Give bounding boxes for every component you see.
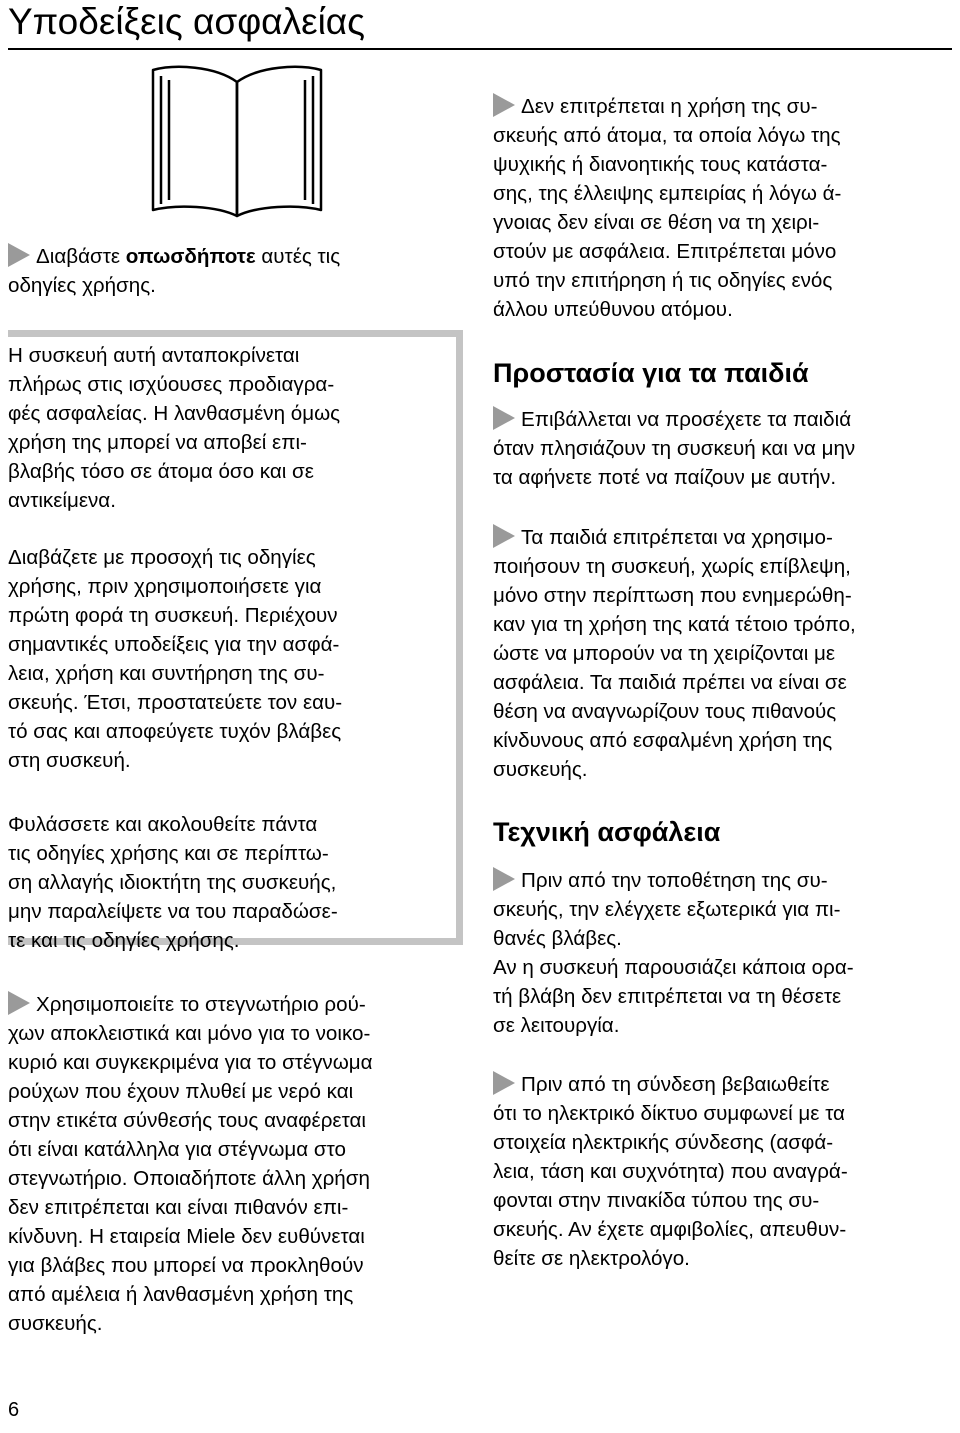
triangle-bullet-icon bbox=[493, 406, 515, 430]
inspection-paragraph: Πριν από την τοποθέτηση της συ- σκευής, την ελέγχετε εξωτερικά για πι- θανές βλάβες. Αν η συσκευή παρουσιάζει κάποια ορα- τή βλάβη δεν επιτρέπεται να τη θέσετε σε λειτουργία. bbox=[493, 869, 854, 1037]
triangle-bullet-icon bbox=[493, 524, 515, 548]
intended-use-paragraph: Χρησιμοποιείτε το στεγνωτήριο ρού- χων αποκλειστικά και μόνο για το νοικο- κυριό και συγκεκριμένα για το στέγνωμα ρούχων που έχουν πλυθεί με νερό και στην ετικέτα σύνθεσής τους αναφέρεται ότι είναι κατάλληλα για στέγνωμα στο στεγνωτήριο. Οποιαδήποτε άλλη χρήση δεν επιτρέπεται και είναι πιθανόν επι- κίνδυνη. Η εταιρεία Miele δεν ευθύνεται για βλάβες που μπορεί να προκληθούν από αμέλεια ή λανθασμένη χρήση της συσκευής. bbox=[8, 993, 373, 1335]
title-divider bbox=[8, 48, 952, 50]
compliance-paragraph: Η συσκευή αυτή ανταποκρίνεται πλήρως στις ισχύουσες προδιαγρα- φές ασφαλείας. Η λανθασμένη όμως χρήση της μπορεί να αποβεί επι- βλαβής τόσο σε άτομα όσο και σε αντικείμενα. bbox=[8, 344, 341, 512]
keep-instructions-paragraph: Φυλάσσετε και ακολουθείτε πάντα τις οδηγίες χρήσης και σε περίπτω- ση αλλαγής ιδιοκτήτη της συσκευής, μην παραλείψετε να του παραδώσε- τε και τις οδηγίες χρήσης. bbox=[8, 813, 338, 952]
triangle-bullet-icon bbox=[8, 243, 30, 267]
open-book-icon bbox=[147, 60, 327, 220]
page-title: Υποδείξεις ασφαλείας bbox=[8, 1, 366, 42]
triangle-bullet-icon bbox=[493, 93, 515, 117]
children-heading: Προστασία για τα παιδιά bbox=[493, 358, 809, 388]
intro-paragraph: Διαβάστε οπωσδήποτε αυτές τις οδηγίες χρήσης. bbox=[8, 245, 341, 297]
triangle-bullet-icon bbox=[8, 991, 30, 1015]
page-number: 6 bbox=[8, 1399, 20, 1421]
children-supervision-paragraph: Επιβάλλεται να προσέχετε τα παιδιά όταν πλησιάζουν τη συσκευή και να μην τα αφήνετε ποτέ να παίζουν με αυτήν. bbox=[493, 408, 856, 489]
electrical-connection-paragraph: Πριν από τη σύνδεση βεβαιωθείτε ότι το ηλεκτρικό δίκτυο συμφωνεί με τα στοιχεία ηλεκτρικής σύνδεσης (ασφά- λεια, τάση και συχνότητα) που αναγρά- φονται στην πινακίδα τύπου της συ- σκευής. Αν έχετε αμφιβολίες, απευθυν- θείτε σε ηλεκτρολόγο. bbox=[493, 1073, 848, 1270]
technical-safety-heading: Τεχνική ασφάλεια bbox=[493, 817, 721, 847]
restricted-users-paragraph: Δεν επιτρέπεται η χρήση της συ- σκευής από άτομα, τα οποία λόγω της ψυχικής ή διανοητικής τους κατάστα- σης, της έλλειψης εμπειρίας ή λόγω ά- γνοιας δεν είναι σε θέση να τη χειρι- στούν με ασφάλεια. Επιτρέπεται μόνο υπό την επιτήρηση ή τις οδηγίες ενός άλλου υπεύθυνου ατόμου. bbox=[493, 95, 842, 321]
children-usage-paragraph: Τα παιδιά επιτρέπεται να χρησιμο- ποιήσουν τη συσκευή, χωρίς επίβλεψη, μόνο στην περίπτωση που ενημερώθη- καν για τη χρήση της κατά τέτοιο τρόπο, ώστε να μπορούν να τη χειρίζονται με ασφάλεια. Τα παιδιά πρέπει να είναι σε θέση να αναγνωρίζουν τους πιθανούς κίνδυνους από εσφαλμένη χρήση της συσκευής. bbox=[493, 526, 856, 781]
read-instructions-paragraph: Διαβάζετε με προσοχή τις οδηγίες χρήσης, πριν χρησιμοποιήσετε για πρώτη φορά τη συσκευή. Περιέχουν σημαντικές υποδείξεις για την ασφά- λεια, χρήση και συντήρηση της συ- σκευής. Έτσι, προστατεύετε τον εαυ- τό σας και αποφεύγετε τυχόν βλάβες στη συσκευή. bbox=[8, 546, 343, 772]
triangle-bullet-icon bbox=[493, 1071, 515, 1095]
triangle-bullet-icon bbox=[493, 867, 515, 891]
